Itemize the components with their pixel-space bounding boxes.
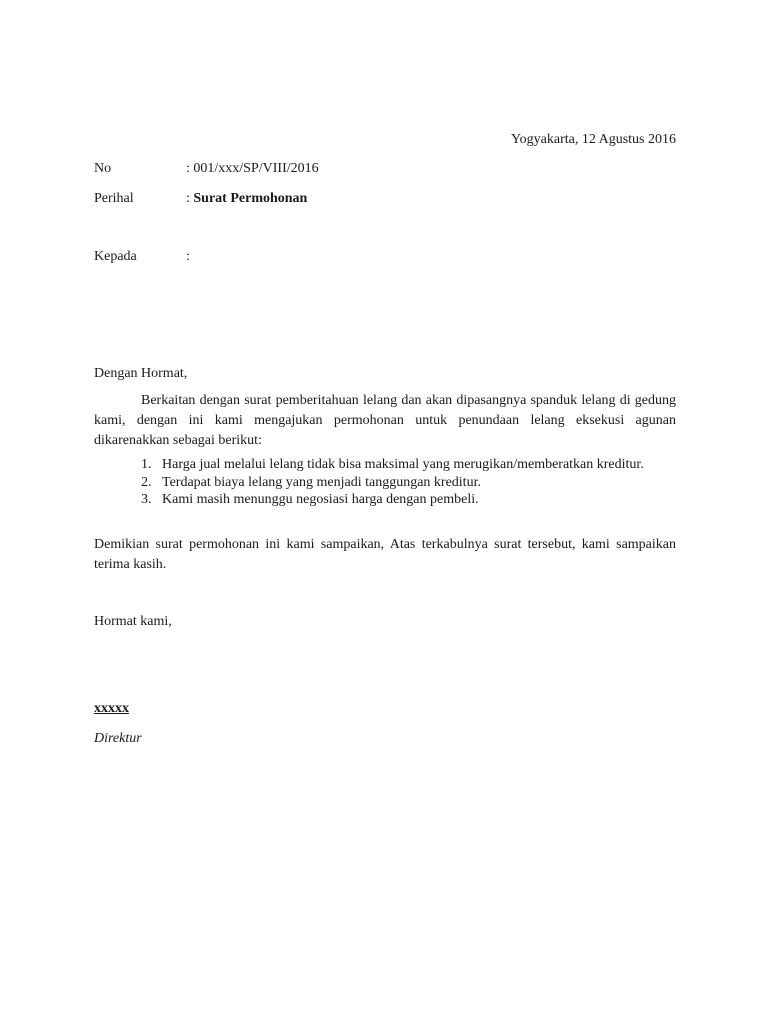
perihal-value: Surat Permohonan — [193, 191, 308, 206]
list-item — [94, 456, 676, 474]
signer-name: xxxxx — [94, 701, 129, 716]
kepada-value: : — [186, 249, 190, 264]
no-label: No — [94, 161, 112, 176]
list-item-number: 1. — [141, 457, 152, 472]
perihal-label: Perihal — [94, 191, 134, 206]
perihal-field — [186, 191, 307, 207]
closing-paragraph: Demikian surat permohonan ini kami sampaikan, Atas terkabulnya surat tersebut, kami sampaikan terima kasih. — [94, 537, 676, 572]
no-value: : 001/xxx/SP/VIII/2016 — [186, 161, 319, 176]
salutation: Dengan Hormat, — [94, 366, 188, 381]
reasons-list — [94, 456, 676, 509]
list-item-text: Kami masih menunggu negosiasi harga dengan pembeli. — [162, 492, 479, 507]
perihal-colon: : — [186, 191, 190, 206]
list-item — [94, 474, 676, 492]
date-line: Yogyakarta, 12 Agustus 2016 — [510, 132, 676, 147]
list-item-number: 2. — [141, 474, 152, 490]
list-item-text: Harga jual melalui lelang tidak bisa maksimal yang merugikan/memberatkan kreditur. — [162, 457, 644, 472]
closing-salutation: Hormat kami, — [94, 614, 172, 629]
list-item-number: 3. — [141, 492, 152, 507]
kepada-label: Kepada — [94, 249, 137, 264]
list-item — [94, 491, 676, 509]
intro-paragraph: Berkaitan dengan surat pemberitahuan lelang dan akan dipasangnya spanduk lelang di gedung kami, dengan ini kami mengajukan permohonan untuk penundaan lelang eksekusi agunan dikarenakkan sebagai berikut: — [94, 393, 676, 448]
signer-title: Direktur — [94, 731, 142, 746]
list-item-text: Terdapat biaya lelang yang menjadi tanggungan kreditur. — [162, 474, 481, 490]
